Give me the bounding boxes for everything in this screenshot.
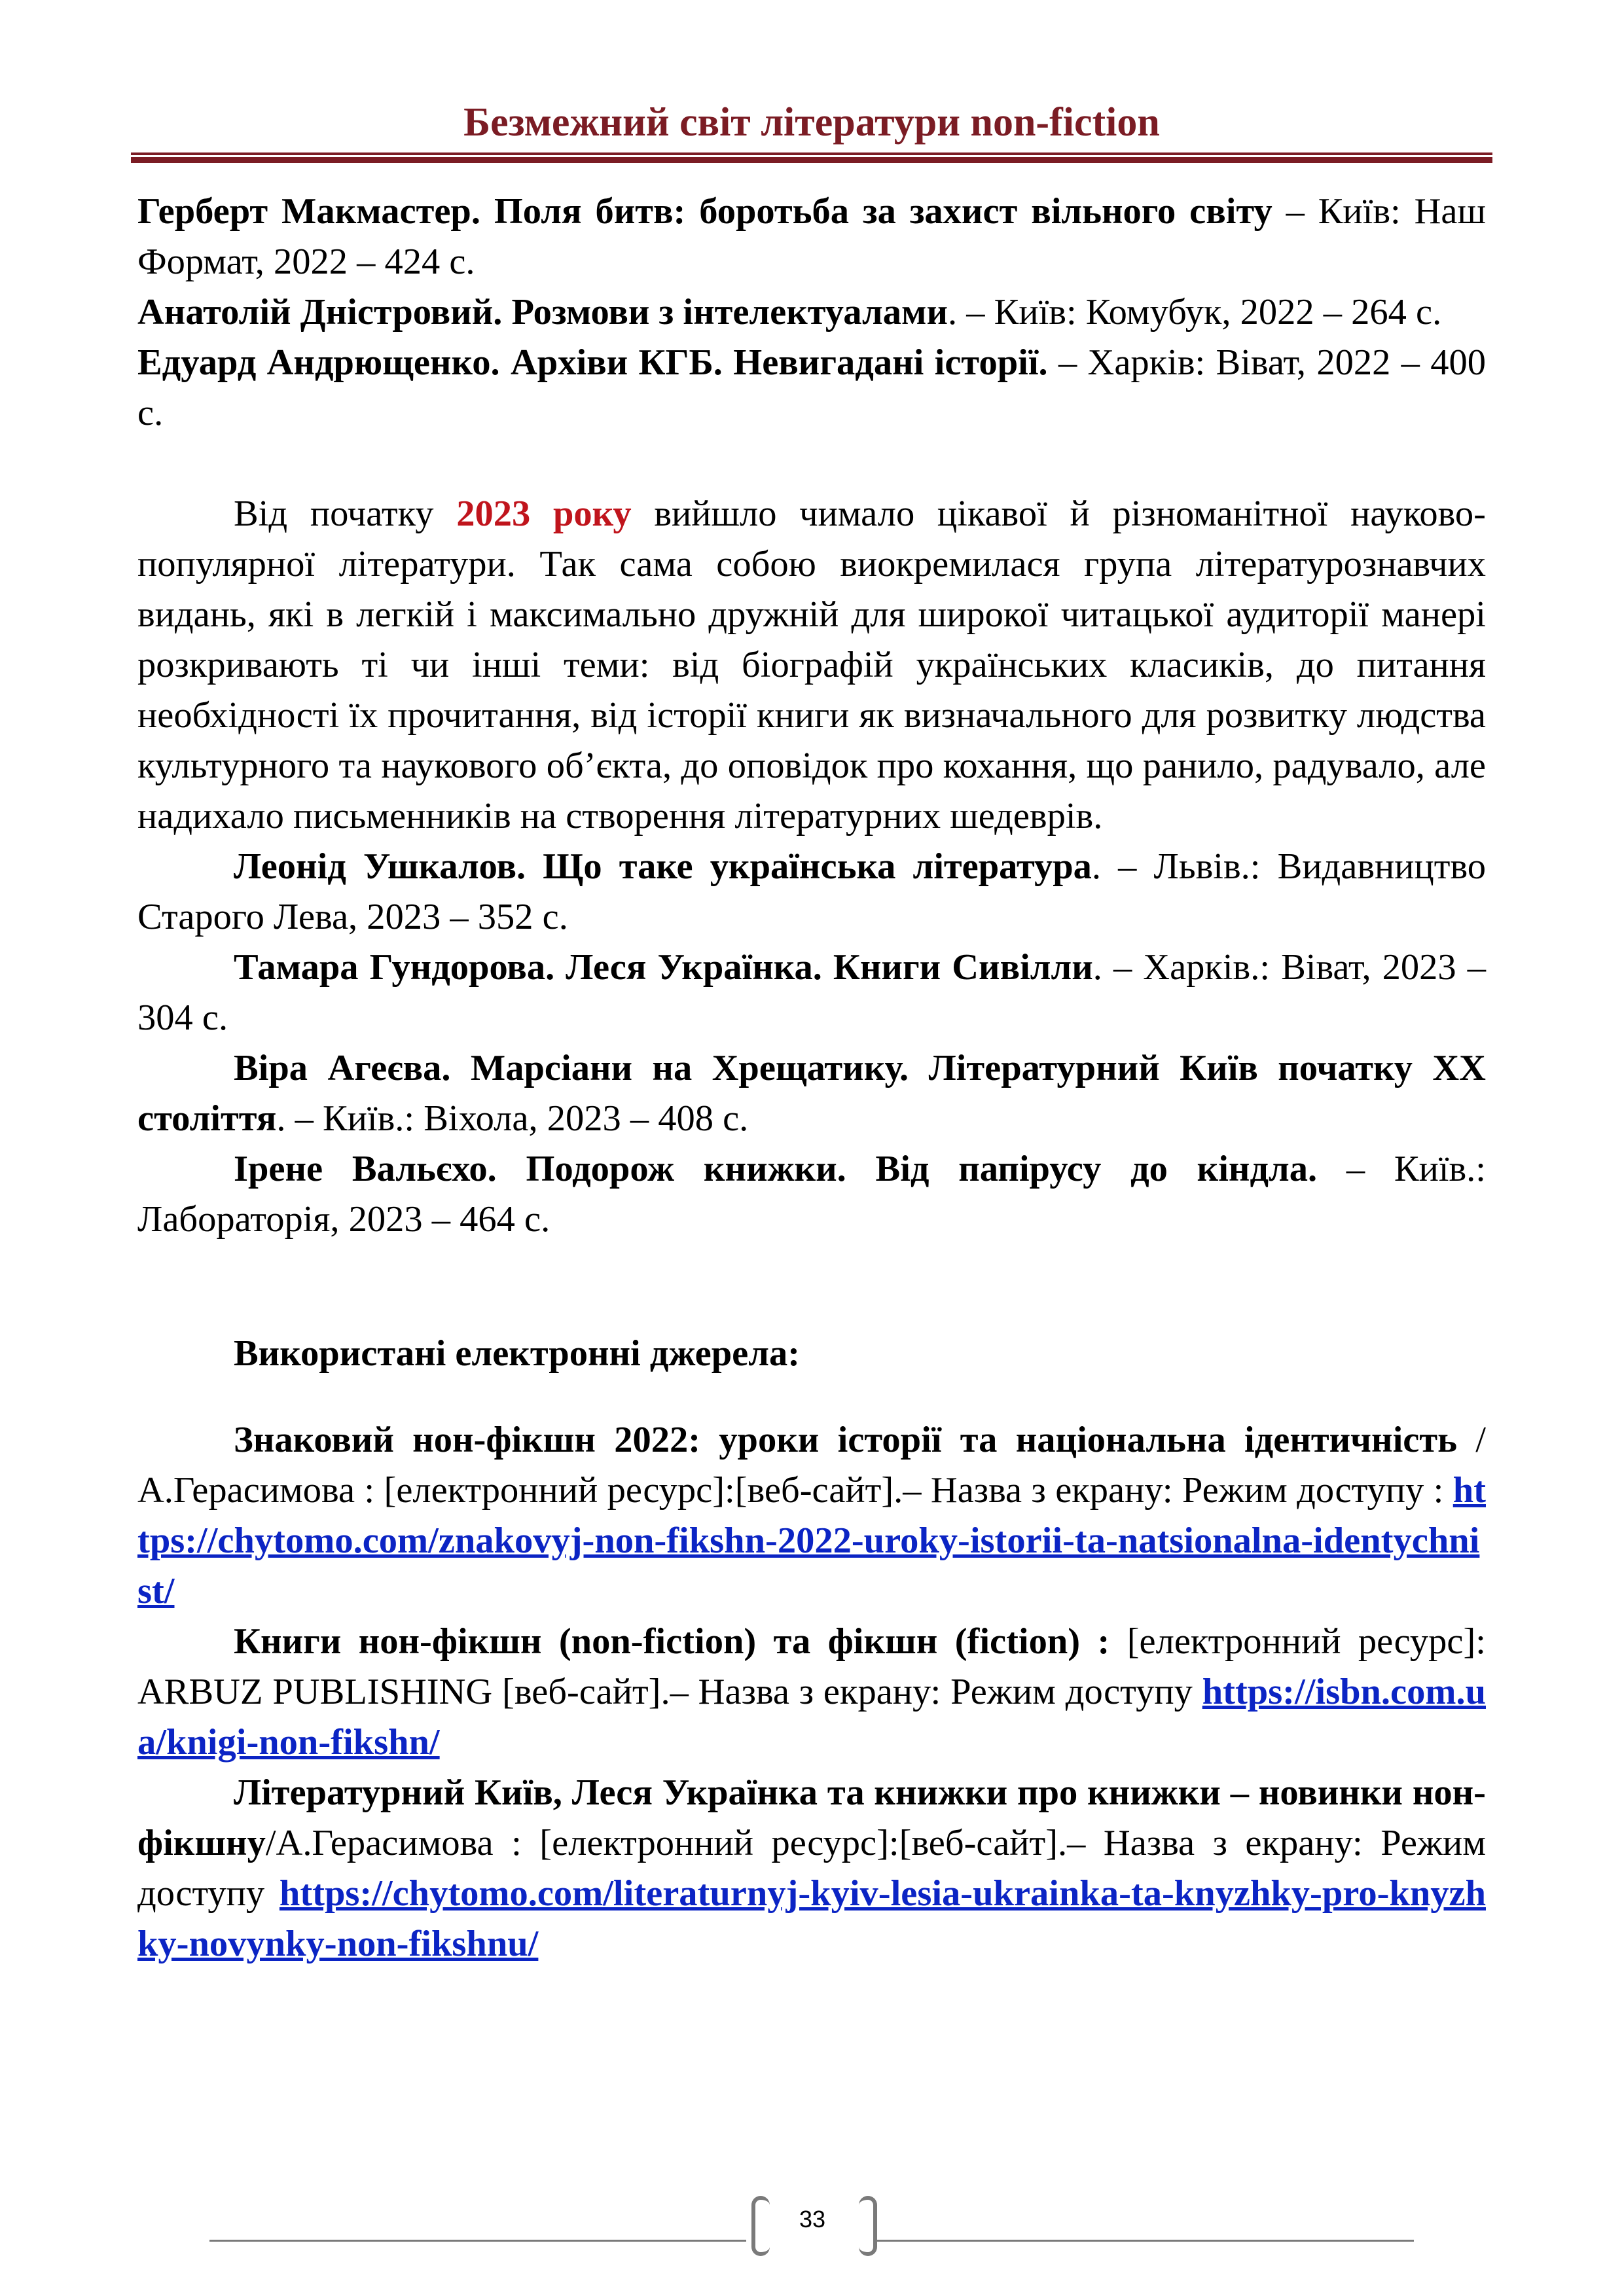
bibliography-entry: [137, 338, 1486, 439]
entry-author-title: Віра Агеєва. Марсіани на Хрещатику. Літературний Київ початку ХХ століття: [137, 1048, 1486, 1139]
source-details: /А.Герасимова : [електронний ресурс]:[веб-сайт].– Назва з екрану: Режим доступу :: [137, 1420, 1486, 1511]
page-number: 33: [799, 2206, 826, 2233]
entry-author-title: Ірене Вальєхо. Подорож книжки. Від папірусу до кіндла.: [234, 1149, 1318, 1189]
footer-bracket-right: [859, 2196, 877, 2256]
entry-details: . – Львів.: Видавництво Старого Лева, 2023 – 352 с.: [137, 846, 1486, 937]
source-title: Літературний Київ, Леся Українка та книжки про книжки – новинки нон-фікшну: [137, 1772, 1486, 1863]
footer-rule-left: [209, 2240, 746, 2242]
source-link[interactable]: https://isbn.com.ua/knigi-non-fikshn/: [137, 1672, 1486, 1763]
bibliography-entry: [137, 287, 1486, 338]
source-link[interactable]: https://chytomo.com/literaturnyj-kyiv-lesia-ukrainka-ta-knyzhky-pro-knyzhky-novynky-non-fikshnu/: [137, 1873, 1486, 1964]
footer-rule-right: [877, 2240, 1414, 2242]
source-entry: [137, 1617, 1486, 1768]
sources-heading: Використані електронні джерела:: [234, 1333, 801, 1374]
source-link[interactable]: https://chytomo.com/znakovyj-non-fikshn-2022-uroky-istorii-ta-natsionalna-identychnist/: [137, 1470, 1486, 1611]
intro-paragraph: [137, 489, 1486, 842]
entry-details: – Київ.: Лабораторія, 2023 – 464 с.: [137, 1149, 1486, 1240]
entry-author-title: Герберт Макмастер. Поля битв: боротьба за захист вільного світу: [137, 191, 1272, 232]
header-rule-thin: [131, 152, 1492, 155]
running-header: Безмежний світ літератури non-fiction: [463, 100, 1160, 145]
bibliography-entry: [137, 187, 1486, 287]
intro-year-highlight: 2023 року: [456, 493, 632, 534]
source-details: /А.Герасимова : [електронний ресурс]:[веб-сайт].– Назва з екрану: Режим доступу: [137, 1823, 1486, 1914]
source-title: Книги нон-фікшн (non-fiction) та фікшн (fiction) :: [234, 1621, 1110, 1662]
bibliography-entry: [137, 1144, 1486, 1245]
source-entry: [137, 1768, 1486, 1969]
bibliography-entry: [137, 942, 1486, 1043]
entry-details: – Київ: Наш Формат, 2022 – 424 с.: [137, 191, 1486, 282]
entry-details: . – Харків.: Віват, 2023 – 304 с.: [137, 947, 1486, 1038]
header-rule-thick: [131, 157, 1492, 163]
entry-details: – Харків: Віват, 2022 – 400 с.: [137, 342, 1486, 433]
entry-details: . – Київ: Комубук, 2022 – 264 с.: [948, 292, 1442, 332]
entry-author-title: Леонід Ушкалов. Що таке українська література: [234, 846, 1092, 887]
page-content: [137, 187, 1486, 1969]
entry-author-title: Тамара Гундорова. Леся Українка. Книги Сивілли: [234, 947, 1093, 988]
source-entry: [137, 1415, 1486, 1617]
source-title: Знаковий нон-фікшн 2022: уроки історії та національна ідентичність: [234, 1420, 1458, 1460]
entry-details: . – Київ.: Віхола, 2023 – 408 с.: [276, 1098, 749, 1139]
intro-text-start: Від початку: [234, 493, 457, 534]
entry-author-title: Анатолій Дністровий. Розмови з інтелектуалами: [137, 292, 948, 332]
source-details: [електронний ресурс]: ARBUZ PUBLISHING [веб-сайт].– Назва з екрану: Режим доступу: [137, 1621, 1486, 1712]
entry-author-title: Едуард Андрющенко. Архіви КГБ. Невигадані історії.: [137, 342, 1048, 383]
intro-text-rest: вийшло чимало цікавої й різноманітної науково-популярної літератури. Так сама собою виокремилася група літературознавчих видань, які в легкій і максимально дружній для широкої читацької аудиторії манері розкривають ті чи інші теми: від біографій українських класиків, до питання необхідності їх прочитання, від історії книги як визначального для розвитку людства культурного та наукового об’єкта, до оповідок про кохання, що ранило, радувало, але надихало письменників на створення літературних шедеврів.: [137, 493, 1486, 836]
bibliography-entry: [137, 842, 1486, 942]
spacer: [137, 1245, 1486, 1329]
bibliography-entry: [137, 1043, 1486, 1144]
spacer: [137, 439, 1486, 489]
spacer: [137, 1379, 1486, 1415]
